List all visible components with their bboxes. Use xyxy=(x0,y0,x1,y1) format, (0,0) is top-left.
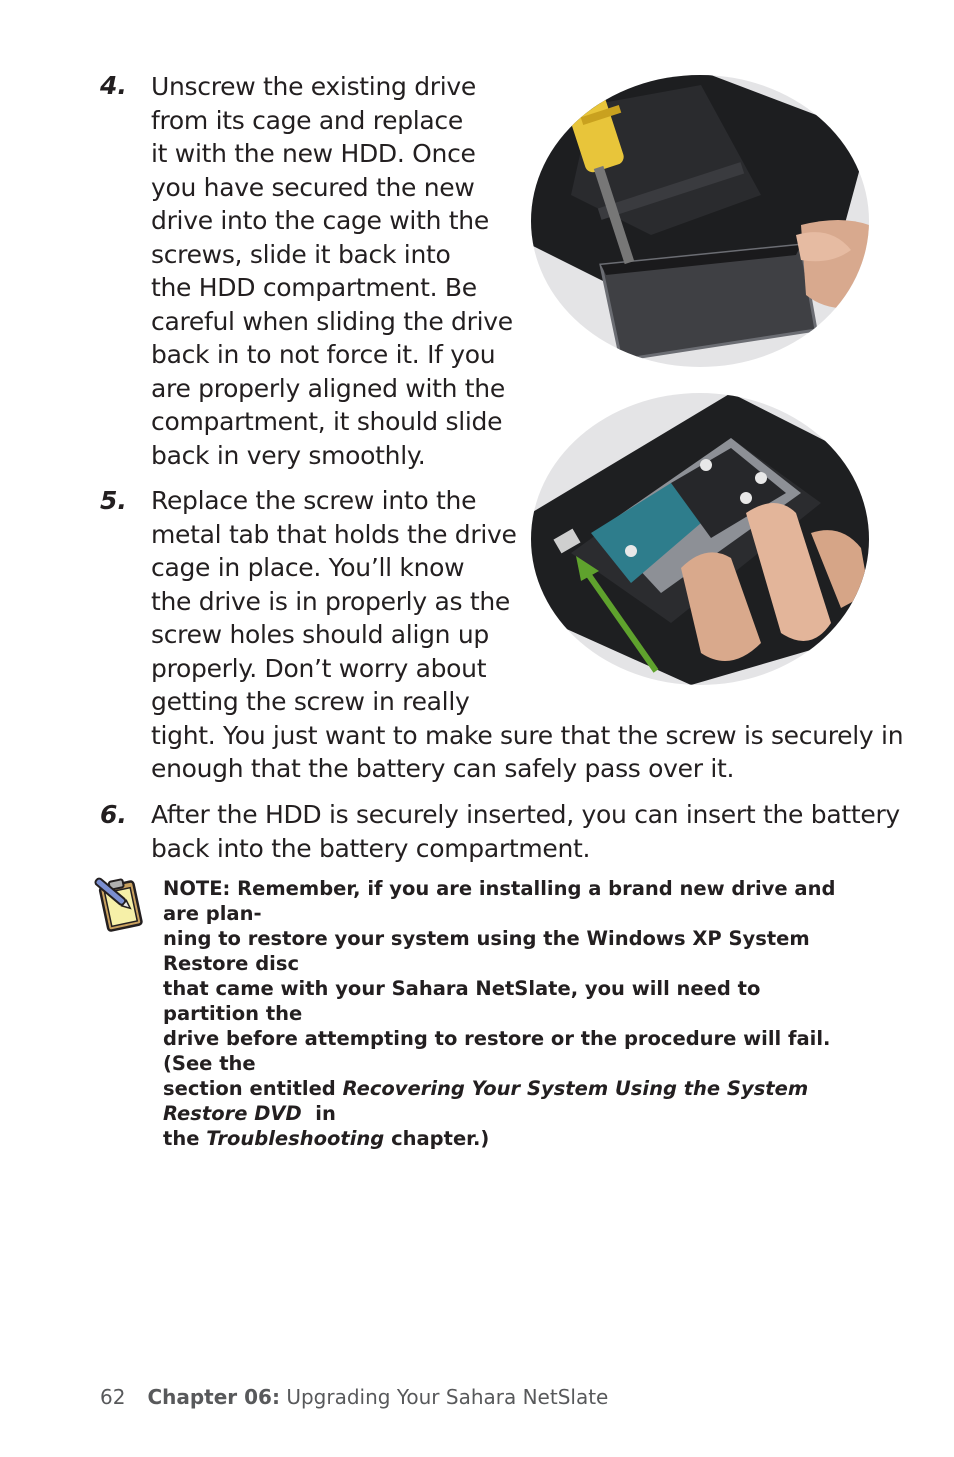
note-line: drive before attempting to restore or the procedure will fail. (See the xyxy=(163,1027,831,1075)
chapter-title: Upgrading Your Sahara NetSlate xyxy=(279,1385,609,1409)
note-line: ning to restore your system using the Windows XP System Restore disc xyxy=(163,927,810,975)
text-line: it with the new HDD. Once xyxy=(151,139,476,168)
text-line: back into the battery compartment. xyxy=(151,833,591,863)
text-line: drive into the cage with the xyxy=(151,206,489,235)
photo-screwdriver-drive xyxy=(531,75,869,367)
note-line: NOTE: Remember, if you are installing a brand new drive and are plan- xyxy=(163,877,836,925)
chapter-label: Chapter 06: xyxy=(147,1385,280,1409)
text-line: careful when sliding the drive xyxy=(151,306,513,336)
text-line: from its cage and replace xyxy=(151,105,463,135)
section-title: Recovering Your System Using the System Restore DVD xyxy=(163,1077,809,1125)
text-line: compartment, it should slide xyxy=(151,407,503,436)
chapter-reference: Troubleshooting xyxy=(206,1127,385,1150)
text-line: Unscrew the existing drive xyxy=(151,72,476,101)
text-line: After the HDD is securely inserted, you can insert the battery xyxy=(151,800,900,829)
photo-drive-inserted xyxy=(531,393,869,685)
text-line: properly. Don’t worry about xyxy=(151,653,487,683)
step-number: 4. xyxy=(100,71,127,100)
step-number: 6. xyxy=(100,800,127,829)
text-line: getting the screw in really xyxy=(151,687,470,716)
text-line: Replace the screw into the xyxy=(151,486,477,515)
text-line: are properly aligned with the xyxy=(151,373,505,403)
note-line: the Troubleshooting chapter.) xyxy=(163,1127,490,1150)
step-text xyxy=(151,798,900,865)
note-text xyxy=(163,876,863,1151)
photo-illustration xyxy=(531,75,869,367)
step-text xyxy=(151,70,513,472)
text-line: tight. You just want to make sure that the screw is securely in xyxy=(151,720,904,750)
text-line: you have secured the new xyxy=(151,172,475,202)
text-line: metal tab that holds the drive xyxy=(151,519,517,549)
text-line: enough that the battery can safely pass over it. xyxy=(151,754,735,783)
step-number: 5. xyxy=(100,486,127,515)
text-line: the HDD compartment. Be xyxy=(151,273,477,302)
text-line: screw holes should align up xyxy=(151,620,489,649)
text-line: the drive is in properly as the xyxy=(151,586,510,616)
page-footer xyxy=(100,1385,608,1409)
text-line: back in very smoothly. xyxy=(151,440,426,470)
note-line: that came with your Sahara NetSlate, you will need to partition the xyxy=(163,977,761,1025)
photo-illustration xyxy=(531,393,869,685)
page-number: 62 xyxy=(100,1385,126,1409)
text-line: screws, slide it back into xyxy=(151,239,451,269)
text-line: back in to not force it. If you xyxy=(151,340,496,369)
notepad-pen-icon xyxy=(90,872,152,934)
note-line: section entitled Recovering Your System Using the System Restore DVD in xyxy=(163,1077,809,1125)
text-line: cage in place. You’ll know xyxy=(151,553,465,582)
